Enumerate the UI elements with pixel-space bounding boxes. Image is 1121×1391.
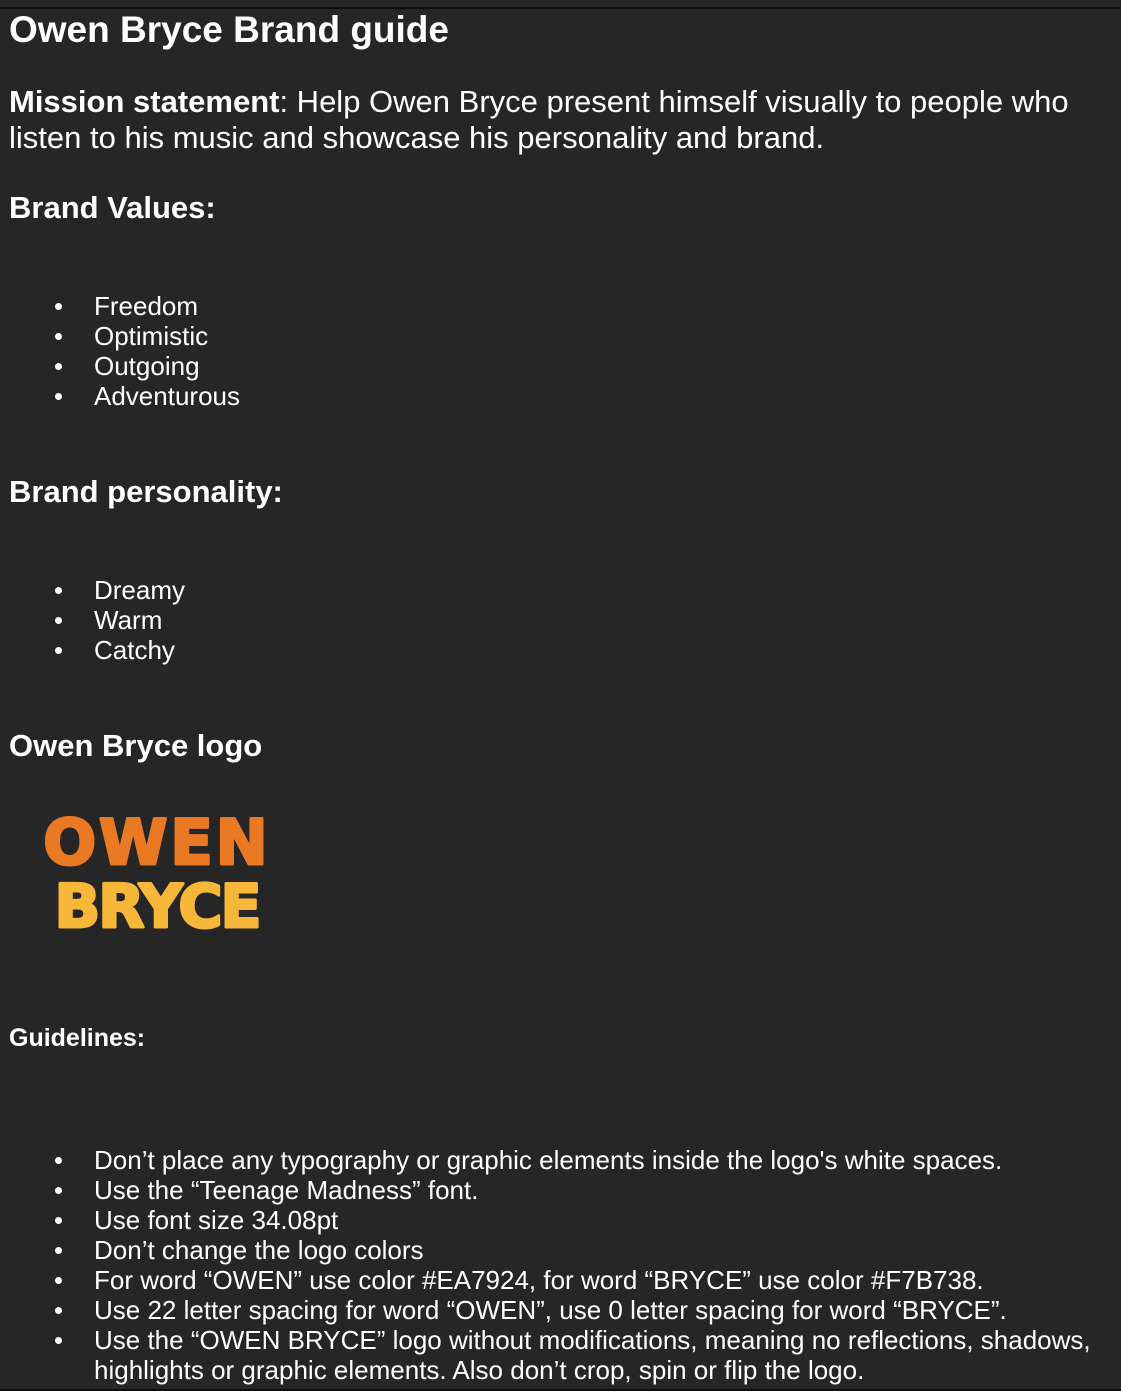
list-item: Use the “Teenage Madness” font. — [9, 1175, 1113, 1205]
list-item: Use font size 34.08pt — [9, 1205, 1113, 1235]
list-item: Outgoing — [9, 351, 240, 381]
list-item: Dreamy — [9, 575, 185, 605]
owen-bryce-logo — [43, 800, 271, 942]
list-item: Warm — [9, 605, 185, 635]
brand-personality-list — [9, 575, 185, 665]
logo-heading: Owen Bryce logo — [9, 728, 263, 763]
list-item: Use 22 letter spacing for word “OWEN”, use 0 letter spacing for word “BRYCE”. — [9, 1295, 1113, 1325]
brand-values-heading: Brand Values: — [9, 190, 216, 225]
logo-word-owen: OWEN — [43, 806, 271, 879]
list-item: Don’t change the logo colors — [9, 1235, 1113, 1265]
list-item: Adventurous — [9, 381, 240, 411]
page-title: Owen Bryce Brand guide — [9, 9, 449, 50]
list-item: Don’t place any typography or graphic elements inside the logo's white spaces. — [9, 1145, 1113, 1175]
list-item: Catchy — [9, 635, 185, 665]
logo-word-bryce: BRYCE — [54, 872, 260, 942]
list-item: Optimistic — [9, 321, 240, 351]
mission-label: Mission statement — [9, 84, 280, 119]
guidelines-list — [9, 1145, 1113, 1385]
mission-statement — [9, 84, 1104, 156]
brand-personality-heading: Brand personality: — [9, 474, 283, 509]
list-item: For word “OWEN” use color #EA7924, for word “BRYCE” use color #F7B738. — [9, 1265, 1113, 1295]
mission-text: : Help Owen Bryce present himself visually to people who listen to his music and showcase his personality and brand. — [9, 84, 1069, 155]
list-item: Freedom — [9, 291, 240, 321]
list-item: Use the “OWEN BRYCE” logo without modifications, meaning no reflections, shadows, highlights or graphic elements. Also don’t crop, spin or flip the logo. — [9, 1325, 1113, 1385]
guidelines-heading: Guidelines: — [9, 1024, 146, 1052]
brand-values-list — [9, 291, 240, 411]
